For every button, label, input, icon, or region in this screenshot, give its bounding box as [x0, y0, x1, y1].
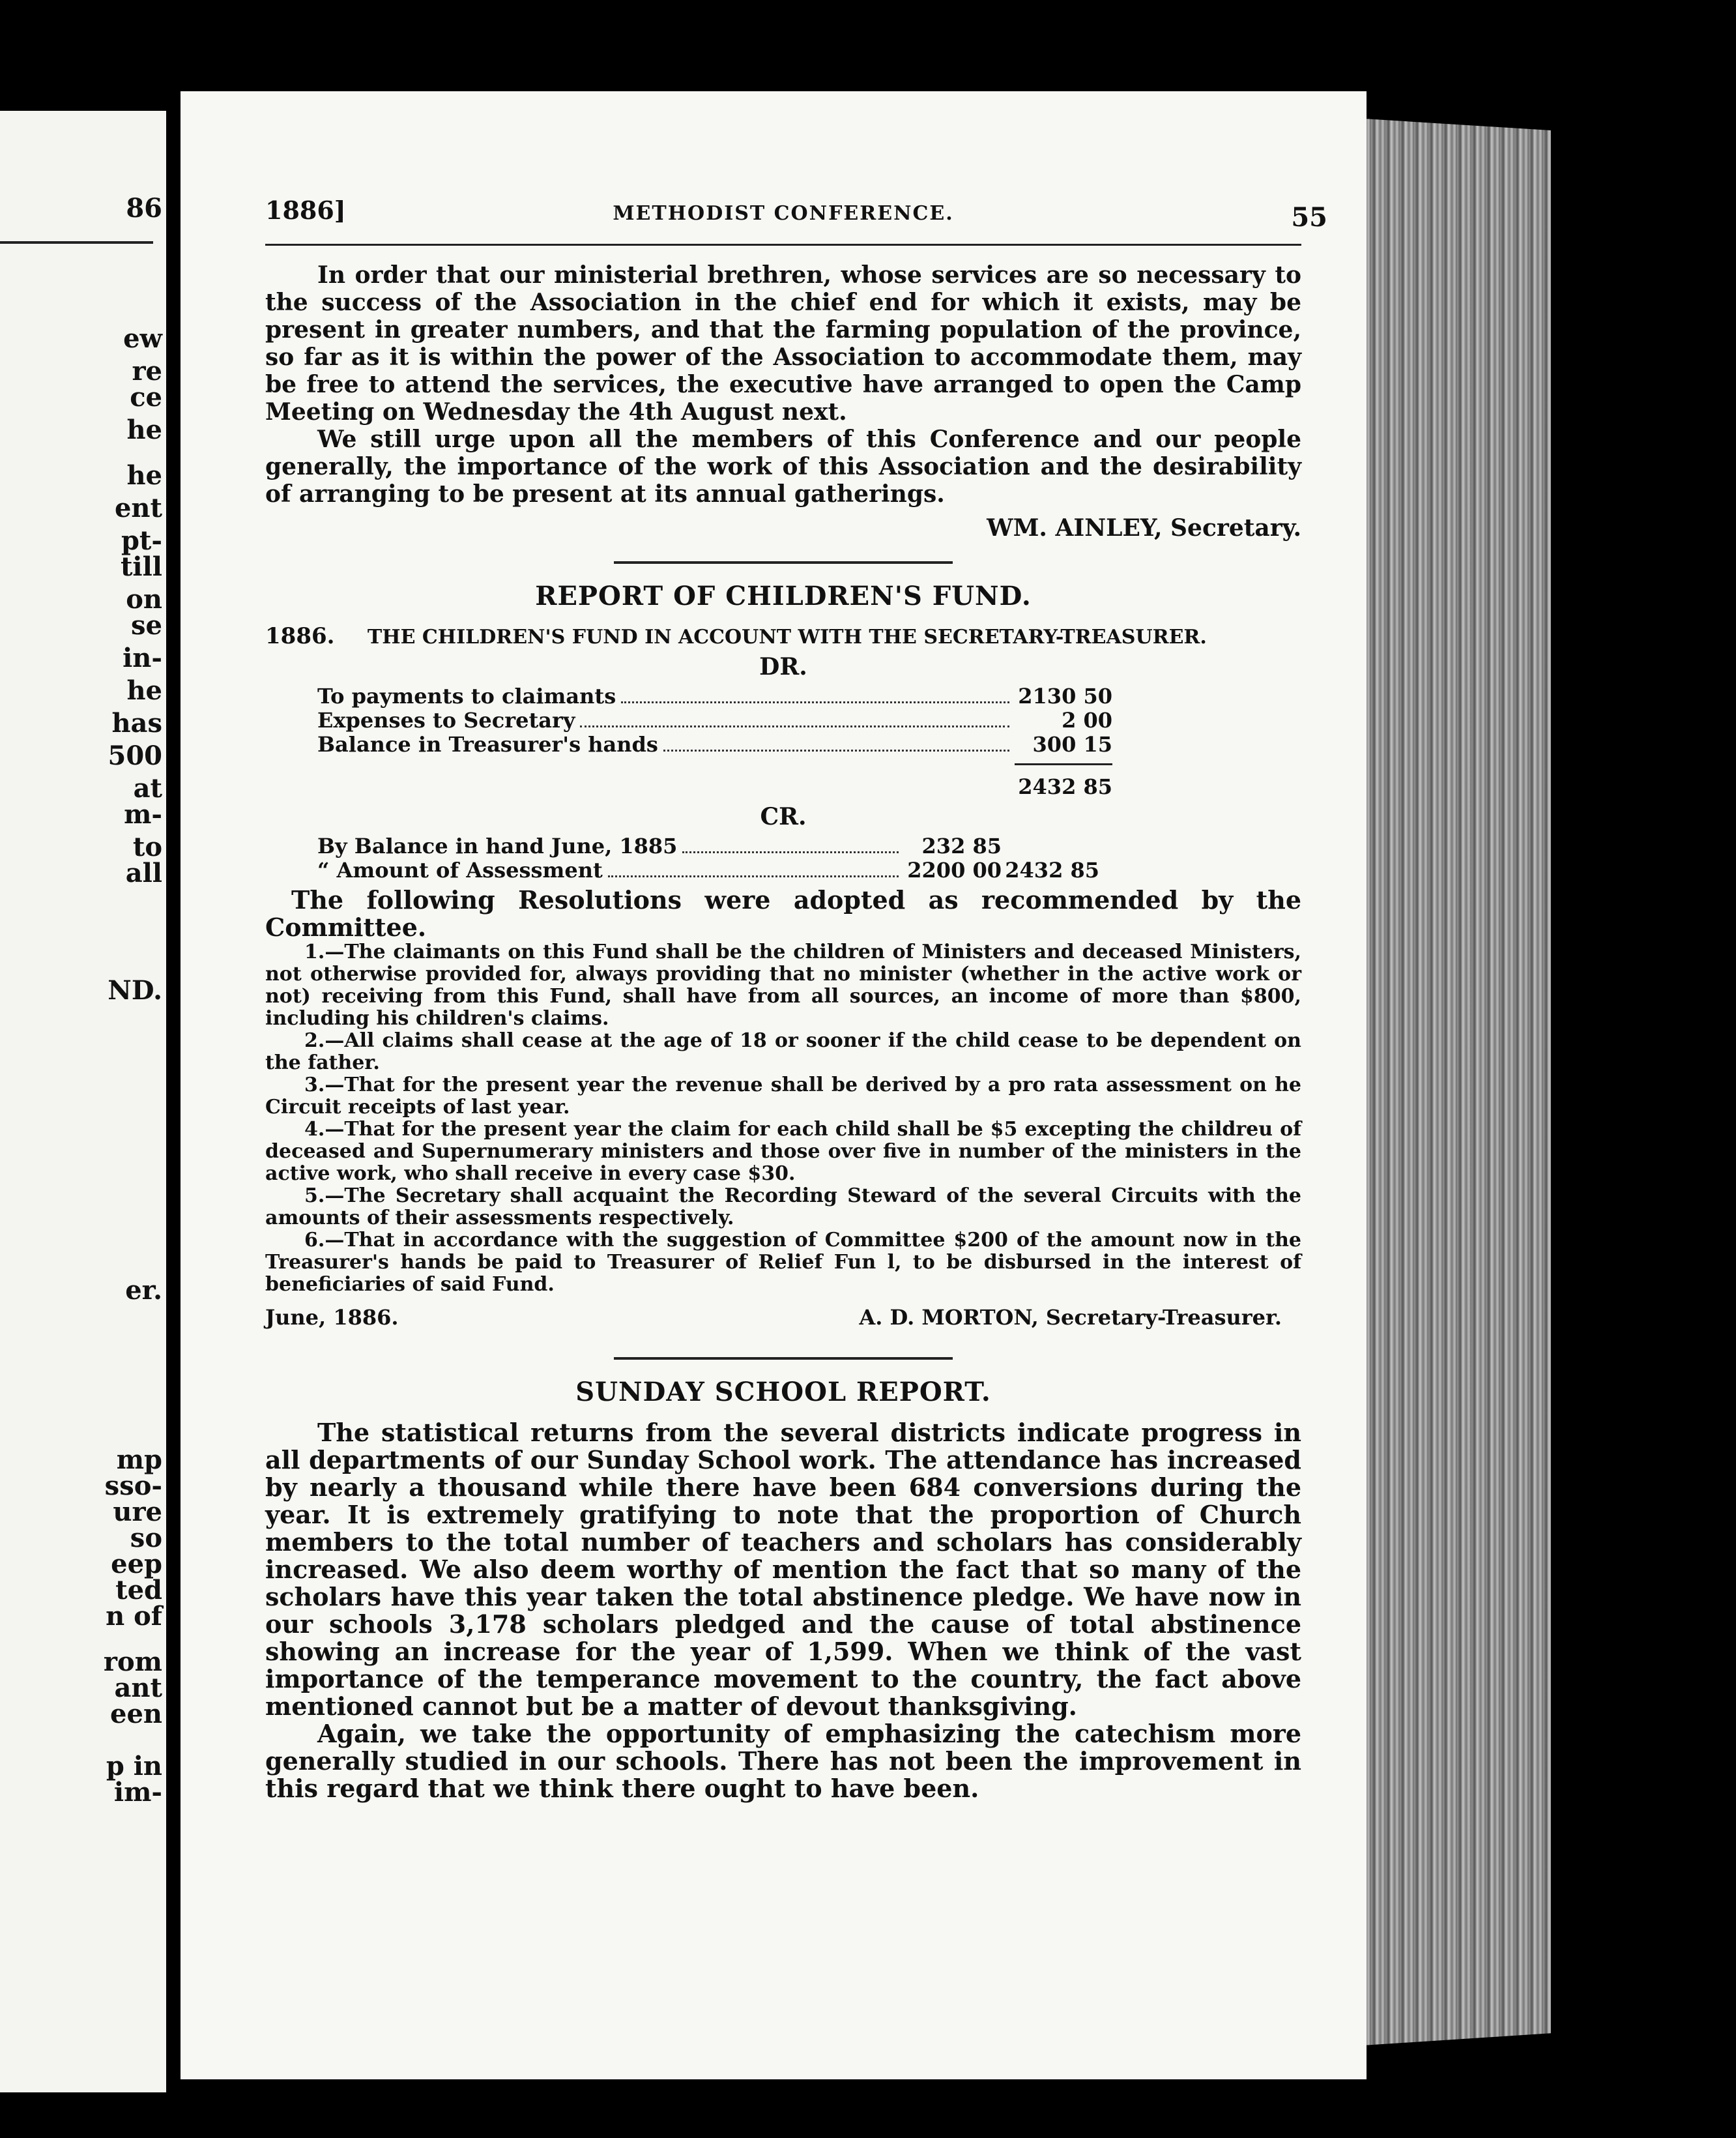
book-gutter	[166, 104, 181, 2105]
debit-row-amount: 300 15	[1032, 732, 1112, 757]
left-page-text-fragment: ew	[123, 323, 162, 354]
fund-signature: A. D. MORTON, Secretary-Treasurer.	[859, 1305, 1282, 1330]
left-page-text-fragment: till	[120, 551, 162, 582]
leader-dots	[608, 875, 899, 877]
debit-total: 2432 85	[1018, 774, 1112, 799]
left-page-text-fragment: ent	[114, 493, 162, 523]
debit-label: DR.	[759, 653, 807, 681]
left-page-text-fragment: ND.	[108, 975, 162, 1006]
left-page-text-fragment: in-	[123, 643, 162, 673]
left-page-text-fragment: he	[126, 675, 162, 706]
left-page-text-fragment: pt-	[121, 525, 162, 556]
resolutions-intro: The following Resolutions were adopted as recommended by the Committee.	[265, 885, 1301, 942]
resolution: 5.—The Secretary shall acquaint the Recording Steward of the several Circuits with the amounts of their assessments respectively.	[265, 1184, 1301, 1229]
sunday-school-title: SUNDAY SCHOOL REPORT.	[575, 1377, 991, 1407]
report-date: June, 1886.	[265, 1305, 399, 1330]
left-page-text-fragment: m-	[124, 799, 162, 830]
credit-row-label: By Balance in hand June, 1885	[317, 834, 678, 858]
left-page-text-fragment: on	[126, 584, 162, 615]
credit-label: CR.	[760, 803, 807, 830]
total-rule	[1015, 763, 1112, 765]
debit-row-label: Balance in Treasurer's hands	[317, 732, 658, 757]
left-page-text-fragment: mp	[116, 1444, 162, 1475]
left-page-text-fragment: eep	[111, 1549, 162, 1579]
left-page-text-fragment: p in	[106, 1751, 162, 1781]
left-page-text-fragment: n of	[106, 1601, 162, 1632]
left-page-text-fragment: ted	[115, 1575, 162, 1605]
intro-signature: WM. AINLEY, Secretary.	[987, 514, 1301, 542]
running-head	[265, 196, 1327, 235]
main-page	[181, 91, 1367, 2079]
leader-dots	[663, 750, 1009, 752]
credit-row	[317, 834, 1099, 858]
credit-row-amount: 232 85	[921, 834, 1002, 858]
header-year: 1886]	[265, 196, 346, 225]
intro-paragraph: In order that our ministerial brethren, whose services are so necessary to the success of the Association in the chief end for which it exists, may be present in greater numbers, and that the farming population of the province, so far as it is within the power of the Association to accommodate them, may be free to attend the services, the executive have arranged to open the Camp Meeting on Wednesday the 4th August next.	[265, 261, 1301, 426]
credit-row	[317, 858, 1099, 883]
resolution: 2.—All claims shall cease at the age of 18 or sooner if the child cease to be dependent on the father.	[265, 1029, 1301, 1074]
left-page-rule	[0, 241, 153, 244]
leader-dots	[621, 701, 1009, 703]
credit-row-total: 2432 85	[1005, 858, 1099, 883]
fund-signature-row	[265, 1305, 1301, 1338]
left-page-text-fragment: er.	[125, 1275, 162, 1306]
left-page-text-fragment: so	[130, 1523, 162, 1553]
account-heading	[265, 623, 1301, 649]
debit-row	[317, 709, 1112, 733]
debit-row-amount: 2130 50	[1018, 684, 1112, 709]
left-page-text-fragment: rom	[103, 1647, 162, 1677]
debit-row-label: Expenses to Secretary	[317, 708, 575, 733]
left-page-text-fragment: sso-	[104, 1471, 162, 1501]
sunday-school-paragraph: Again, we take the opportunity of emphasizing the catechism more generally studied in our schools. There has not been the improvement in this regard that we think there ought to have been.	[265, 1719, 1301, 1803]
left-page-text-fragment: ure	[113, 1497, 162, 1527]
sunday-school-paragraph: The statistical returns from the several districts indicate progress in all departments of our Sunday School work. The attendance has increased by nearly a thousand while there have been 684 conversions during the year. It is extremely gratifying to note that the proportion of Church members to the total number of teachers and scholars has considerably increased. We also deem worthy of mention the fact that so many of the scholars have this year taken the total abstinence pledge. We have now in our schools 3,178 scholars pledged and the cause of total abstinence showing an increase for the year of 1,599. When we think of the vast importance of the temperance movement to the country, the fact above mentioned cannot but be a matter of devout thanksgiving.	[265, 1418, 1301, 1721]
debit-row-amount: 2 00	[1062, 708, 1112, 733]
page-number: 55	[1291, 202, 1327, 233]
debit-row	[317, 684, 1112, 709]
left-page-text-fragment: ce	[130, 382, 162, 413]
leader-dots	[682, 851, 899, 853]
left-page-text-fragment: 86	[126, 193, 162, 224]
account-heading-text: THE CHILDREN'S FUND IN ACCOUNT WITH THE SECRETARY-TREASURER.	[367, 626, 1207, 649]
debit-row	[317, 733, 1112, 757]
page-edges	[1342, 117, 1551, 2047]
left-page-text-fragment: im-	[113, 1777, 162, 1808]
resolution: 4.—That for the present year the claim for each child shall be $5 excepting the childreu of deceased and Supernumerary ministers and those over five in number of the ministers in the active work, who shall receive in every case $30.	[265, 1118, 1301, 1185]
left-page-text-fragment: at	[133, 773, 162, 804]
header-title: METHODIST CONFERENCE.	[613, 202, 954, 225]
resolution: 3.—That for the present year the revenue shall be derived by a pro rata assessment on he Circuit receipts of last year.	[265, 1074, 1301, 1119]
page-content	[265, 196, 1327, 1803]
resolution: 6.—That in accordance with the suggestion of Committee $200 of the amount now in the Treasurer's hands be paid to Treasurer of Relief Fun l, to be disbursed in the interest of beneficiaries of said Fund.	[265, 1229, 1301, 1296]
left-page-text-fragment: to	[132, 832, 162, 862]
leader-dots	[580, 725, 1009, 727]
section-divider	[614, 561, 953, 564]
header-rule	[265, 244, 1301, 246]
section-divider	[614, 1357, 953, 1360]
intro-paragraph: We still urge upon all the members of this Conference and our people generally, the importance of the work of this Association and the desirability of arranging to be present at its annual gatherings.	[265, 426, 1301, 508]
account-year: 1886.	[265, 623, 335, 649]
left-page-text-fragment: he	[126, 460, 162, 491]
left-page-text-fragment: re	[132, 356, 162, 387]
left-page-text-fragment: se	[131, 610, 162, 641]
left-page-text-fragment: een	[110, 1699, 162, 1729]
childrens-fund-title: REPORT OF CHILDREN'S FUND.	[535, 581, 1032, 611]
debit-row-label: To payments to claimants	[317, 684, 616, 709]
sunday-school-body	[265, 1419, 1301, 1802]
left-page-fragment	[0, 111, 166, 2092]
left-page-text-fragment: he	[126, 415, 162, 445]
left-page-text-fragment: ant	[114, 1673, 162, 1703]
left-page-text-fragment: all	[125, 858, 162, 888]
resolution: 1.—The claimants on this Fund shall be the children of Ministers and deceased Ministers, not otherwise provided for, always providing that no minister (whether in the active work or not) receiving from this Fund, shall have from all sources, an income of more than $800, including his children's claims.	[265, 941, 1301, 1030]
left-page-text-fragment: 500	[108, 740, 162, 771]
left-page-text-fragment: has	[111, 708, 162, 739]
credit-row-label: “ Amount of Assessment	[317, 858, 603, 883]
credit-row-amount: 2200 00	[907, 858, 1002, 883]
